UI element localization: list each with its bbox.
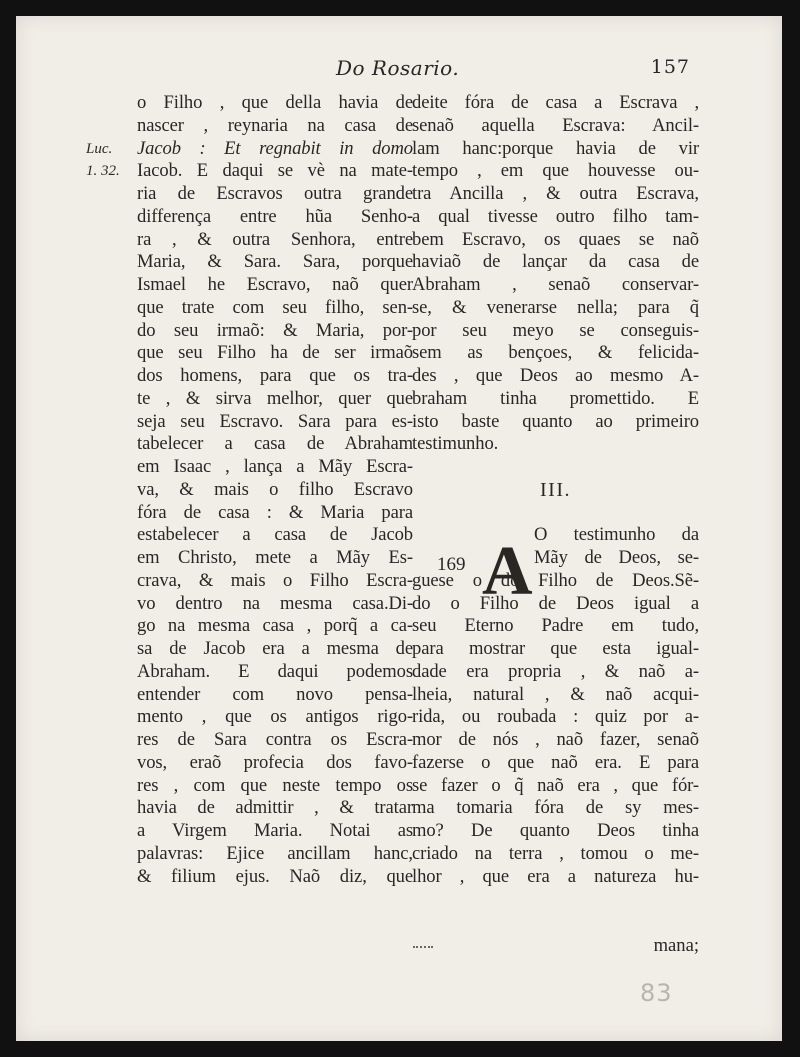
text-line: Jacob : Et regnabit in domo <box>137 137 413 159</box>
text-line: entender com novo pensa- <box>137 683 413 705</box>
text-line: guese o do Filho de Deos.Sẽ- <box>412 569 699 591</box>
text-line: fóra de casa : & Maria para <box>137 501 413 523</box>
spacer <box>412 456 699 479</box>
text-line: tabelecer a casa de Abraham <box>137 433 413 455</box>
text-line: sem as bençoes, & felicida- <box>412 342 699 364</box>
text-line: que seu Filho ha de ser irmaõ <box>137 342 413 364</box>
text-line: havia de admittir , & tratar <box>137 797 413 819</box>
text-line: Abraham , senaõ conservar- <box>412 274 699 295</box>
text-line: que trate com seu filho, sen- <box>137 296 413 318</box>
text-line: em Isaac , lança a Mãy Escra- <box>137 456 413 477</box>
margin-citation-line: 1. 32. <box>86 163 120 179</box>
text-line: a qual tivesse outro filho tam- <box>412 205 699 227</box>
text-line: testimunho. <box>412 433 499 455</box>
right-text-column <box>412 92 699 888</box>
text-line: crava, & mais o Filho Escra- <box>137 569 413 591</box>
text-line: Iacob. E daqui se vè na mate- <box>137 160 413 182</box>
text-line: O testimunho da <box>534 524 699 546</box>
text-line: do seu irmaõ: & Maria, por- <box>137 319 413 341</box>
margin-citation <box>86 138 120 182</box>
text-line: para mostrar que esta igual- <box>412 638 699 659</box>
text-line: mo? De quanto Deos tinha <box>412 820 699 841</box>
text-line: ria de Escravos outra grande <box>137 183 413 204</box>
text-line: haviaõ de lançar da casa de <box>412 251 699 273</box>
text-line: se, & venerarse nella; para q̃ <box>412 296 699 318</box>
paragraph-number: 169 <box>437 554 466 575</box>
text-line: ra , & outra Senhora, entre <box>137 228 413 250</box>
text-line: & filium ejus. Naõ diz, que <box>137 865 413 887</box>
text-line: dos homens, para que os tra- <box>137 365 413 386</box>
pencil-annotation: 83 <box>640 979 673 1007</box>
text-line: Maria, & Sara. Sara, porque <box>137 251 413 273</box>
text-line: braham tinha promettido. E <box>412 387 699 409</box>
catchword: mana; <box>653 935 699 956</box>
text-line: res de Sara contra os Escra- <box>137 729 413 750</box>
text-line: a Virgem Maria. Notai as <box>137 820 413 841</box>
text-line: o Filho , que della havia de <box>137 92 413 113</box>
text-line: sa de Jacob era a mesma de <box>137 638 413 659</box>
text-line: em Christo, mete a Mãy Es- <box>137 547 413 568</box>
drop-cap-letter: A <box>482 533 533 610</box>
text-line: senaõ aquella Escrava: Ancil- <box>412 114 699 136</box>
text-line: seu Eterno Padre em tudo, <box>412 615 699 637</box>
text-line: des , que Deos ao mesmo A- <box>412 365 699 386</box>
left-text-column <box>137 92 413 888</box>
spacer <box>412 502 699 525</box>
section-heading: III. <box>540 478 571 501</box>
text-line: Mãy de Deos, se- <box>534 547 699 568</box>
page-number: 157 <box>650 56 690 78</box>
text-line: mor de nós , naõ fazer, senaõ <box>412 729 699 750</box>
text-line: se fazer o q̃ naõ era , que fór- <box>412 774 699 796</box>
text-line: fazerse o que naõ era. E para <box>412 751 699 773</box>
text-line: deite fóra de casa a Escrava , <box>412 92 699 113</box>
text-line: lheia, natural , & naõ acqui- <box>412 683 699 705</box>
text-line: lam hanc:porque havia de vir <box>412 137 699 159</box>
text-line: mento , que os antigos rigo- <box>137 706 413 728</box>
text-line: do o Filho de Deos igual a <box>412 592 699 614</box>
text-line: dade era propria , & naõ a- <box>412 660 699 682</box>
text-line: rida, ou roubada : quiz por a- <box>412 706 699 728</box>
text-line: palavras: Ejice ancillam hanc, <box>137 842 413 864</box>
text-line: go na mesma casa , porq̃ a ca- <box>137 615 413 637</box>
text-line: tra Ancilla , & outra Escrava, <box>412 183 699 204</box>
text-line: tempo , em que houvesse ou- <box>412 160 699 182</box>
text-line: vos, eraõ profecia dos favo- <box>137 751 413 773</box>
text-line: res , com que neste tempo os <box>137 774 413 796</box>
text-line: bem Escravo, os quaes se naõ <box>412 228 699 250</box>
text-line: Ismael he Escravo, naõ quer <box>137 274 413 295</box>
text-line: seja seu Escravo. Sara para es- <box>137 410 413 432</box>
text-line: vo dentro na mesma casa.Di- <box>137 592 413 614</box>
text-line: differença entre hũa Senho- <box>137 205 413 227</box>
text-line: va, & mais o filho Escravo <box>137 478 413 500</box>
text-line: ma tomaria fóra de sy mes- <box>412 797 699 819</box>
running-head: Do Rosario. <box>336 56 460 80</box>
margin-citation-line: Luc. <box>86 141 113 157</box>
text-line: te , & sirva melhor, quer que <box>137 387 413 409</box>
text-line: por seu meyo se conseguis- <box>412 319 699 341</box>
text-line: Abraham. E daqui podemos <box>137 660 413 682</box>
text-line: nascer , reynaria na casa de <box>137 114 413 136</box>
text-line: lhor , que era a natureza hu- <box>412 865 699 887</box>
book-page <box>16 16 782 1041</box>
text-line: isto baste quanto ao primeiro <box>412 410 699 432</box>
text-line: estabelecer a casa de Jacob <box>137 524 413 546</box>
text-line: criado na terra , tomou o me- <box>412 842 699 864</box>
